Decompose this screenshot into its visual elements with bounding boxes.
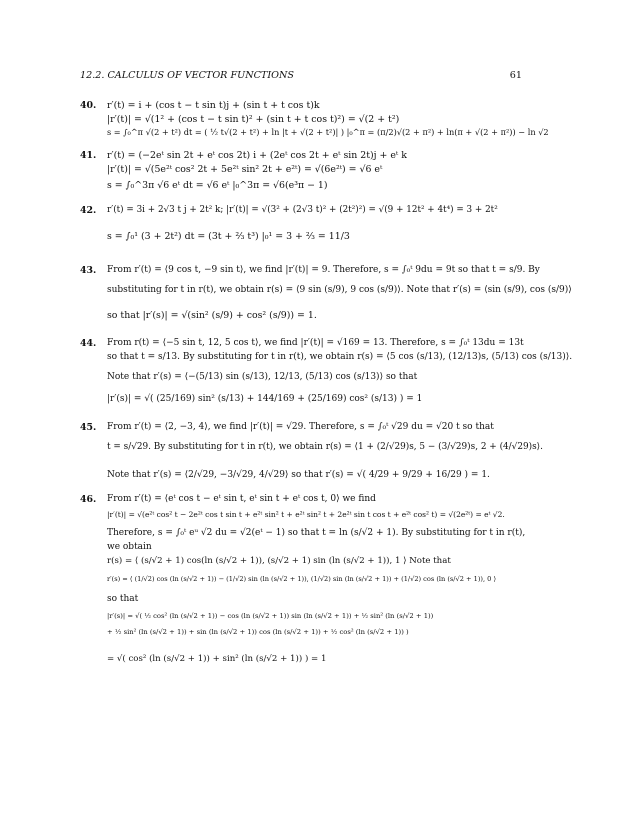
running-header [80, 70, 522, 82]
solution-line: r′(t) = (−2eᵗ sin 2t + eᵗ cos 2t) i + (2eᵗ cos 2t + eᵗ sin 2t)j + eᵗ k [107, 150, 407, 161]
solution-line: |r′(t)| = √(1² + (cos t − t sin t)² + (sin t + t cos t)²) = √(2 + t²) [107, 114, 400, 125]
solution-line: From r(t) = ⟨−5 sin t, 12, 5 cos t⟩, we find |r′(t)| = √169 = 13. Therefore, s = ∫₀ᵗ 13du = 13t [107, 338, 524, 348]
solution-line: r(s) = ⟨ (s/√2 + 1) cos(ln (s/√2 + 1)), (s/√2 + 1) sin (ln (s/√2 + 1)), 1 ⟩ Note that [107, 556, 451, 566]
problem-number: 45. [80, 422, 97, 433]
problem-number: 42. [80, 205, 97, 216]
page-number: 61 [509, 70, 522, 81]
solution-line: From r′(t) = ⟨9 cos t, −9 sin t⟩, we find |r′(t)| = 9. Therefore, s = ∫₀ᵗ 9du = 9t so that t = s/9. By [107, 265, 540, 275]
solution-line: so that [107, 594, 139, 604]
solution-line: s = ∫₀^3π √6 eᵗ dt = √6 eᵗ |₀^3π = √6(e³π − 1) [107, 180, 328, 191]
solution-line: From r′(t) = ⟨2, −3, 4⟩, we find |r′(t)| = √29. Therefore, s = ∫₀ᵗ √29 du = √20 t so that [107, 422, 494, 432]
solution-line: r′(t) = i + (cos t − t sin t)j + (sin t + t cos t)k [107, 100, 320, 111]
solution-line: = √( cos² (ln (s/√2 + 1)) + sin² (ln (s/√2 + 1)) ) = 1 [107, 654, 327, 664]
problem-number: 46. [80, 494, 97, 505]
solution-line: + ½ sin² (ln (s/√2 + 1)) + sin (ln (s/√2 + 1)) cos (ln (s/√2 + 1)) + ½ cos² (ln (s/√2 + 1)) ) [107, 628, 409, 636]
problem-number: 43. [80, 265, 97, 276]
solution-line: so that |r′(s)| = √(sin² (s/9) + cos² (s/9)) = 1. [107, 310, 317, 321]
solution-line: Note that r′(s) = ⟨−(5/13) sin (s/13), 12/13, (5/13) cos (s/13)⟩ so that [107, 372, 418, 382]
solution-line: |r′(t)| = √(5e²ᵗ cos² 2t + 5e²ᵗ sin² 2t + e²ᵗ) = √(6e²ᵗ) = √6 eᵗ [107, 164, 383, 175]
section-title: 12.2. CALCULUS OF VECTOR FUNCTIONS [80, 70, 294, 81]
solution-line: |r′(s)| = √( ½ cos² (ln (s/√2 + 1)) − cos (ln (s/√2 + 1)) sin (ln (s/√2 + 1)) + ½ sin² (ln (s/√2 + 1)) [107, 612, 434, 620]
solution-line: Note that r′(s) = ⟨2/√29, −3/√29, 4/√29⟩ so that r′(s) = √( 4/29 + 9/29 + 16/29 ) = 1. [107, 470, 490, 480]
solution-line: t = s/√29. By substituting for t in r(t), we obtain r(s) = ⟨1 + (2/√29)s, 5 − (3/√29)s, 2 + (4/√29)s⟩. [107, 442, 543, 452]
problem-number: 41. [80, 150, 97, 161]
problem-number: 44. [80, 338, 97, 349]
solution-line: s = ∫₀¹ (3 + 2t²) dt = (3t + ⅔ t³) |₀¹ = 3 + ⅔ = 11/3 [107, 231, 350, 242]
solution-line: Therefore, s = ∫₀ᵗ eᵘ √2 du = √2(eᵗ − 1) so that t = ln (s/√2 + 1). By substituting for t in r(t), [107, 528, 526, 538]
solution-line: we obtain [107, 542, 152, 552]
problem-number: 40. [80, 100, 97, 111]
solution-line: substituting for t in r(t), we obtain r(s) = ⟨9 sin (s/9), 9 cos (s/9)⟩. Note that r′(s) = ⟨sin (s/9), cos (s/9)⟩ [107, 285, 572, 295]
solution-line: s = ∫₀^π √(2 + t²) dt = ( ½ t√(2 + t²) + ln |t + √(2 + t²)| ) |₀^π = (π/2)√(2 + π²) + ln(π + √(2 + π²)) − ln √2 [107, 127, 549, 137]
solution-line: r′(s) = ⟨ (1/√2) cos (ln (s/√2 + 1)) − (1/√2) sin (ln (s/√2 + 1)), (1/√2) sin (ln (s/√2 + 1)) + (1/√2) cos (ln (s/√2 + 1)), 0 ⟩ [107, 575, 497, 583]
solution-line: r′(t) = 3i + 2√3 t j + 2t² k; |r′(t)| = √(3² + (2√3 t)² + (2t²)²) = √(9 + 12t² + 4t⁴) = 3 + 2t² [107, 205, 498, 215]
solution-line: |r′(t)| = √(e²ᵗ cos² t − 2e²ᵗ cos t sin t + e²ᵗ sin² t + e²ᵗ sin² t + 2e²ᵗ sin t cos t + e²ᵗ cos² t) = √(2e²ᵗ) = eᵗ √2. [107, 510, 505, 519]
solution-line: so that t = s/13. By substituting for t in r(t), we obtain r(s) = ⟨5 cos (s/13), (12/13)s, (5/13) cos (s/13)⟩. [107, 352, 573, 362]
solution-line: |r′(s)| = √( (25/169) sin² (s/13) + 144/169 + (25/169) cos² (s/13) ) = 1 [107, 394, 423, 404]
solution-line: From r′(t) = ⟨eᵗ cos t − eᵗ sin t, eᵗ sin t + eᵗ cos t, 0⟩ we find [107, 494, 376, 504]
